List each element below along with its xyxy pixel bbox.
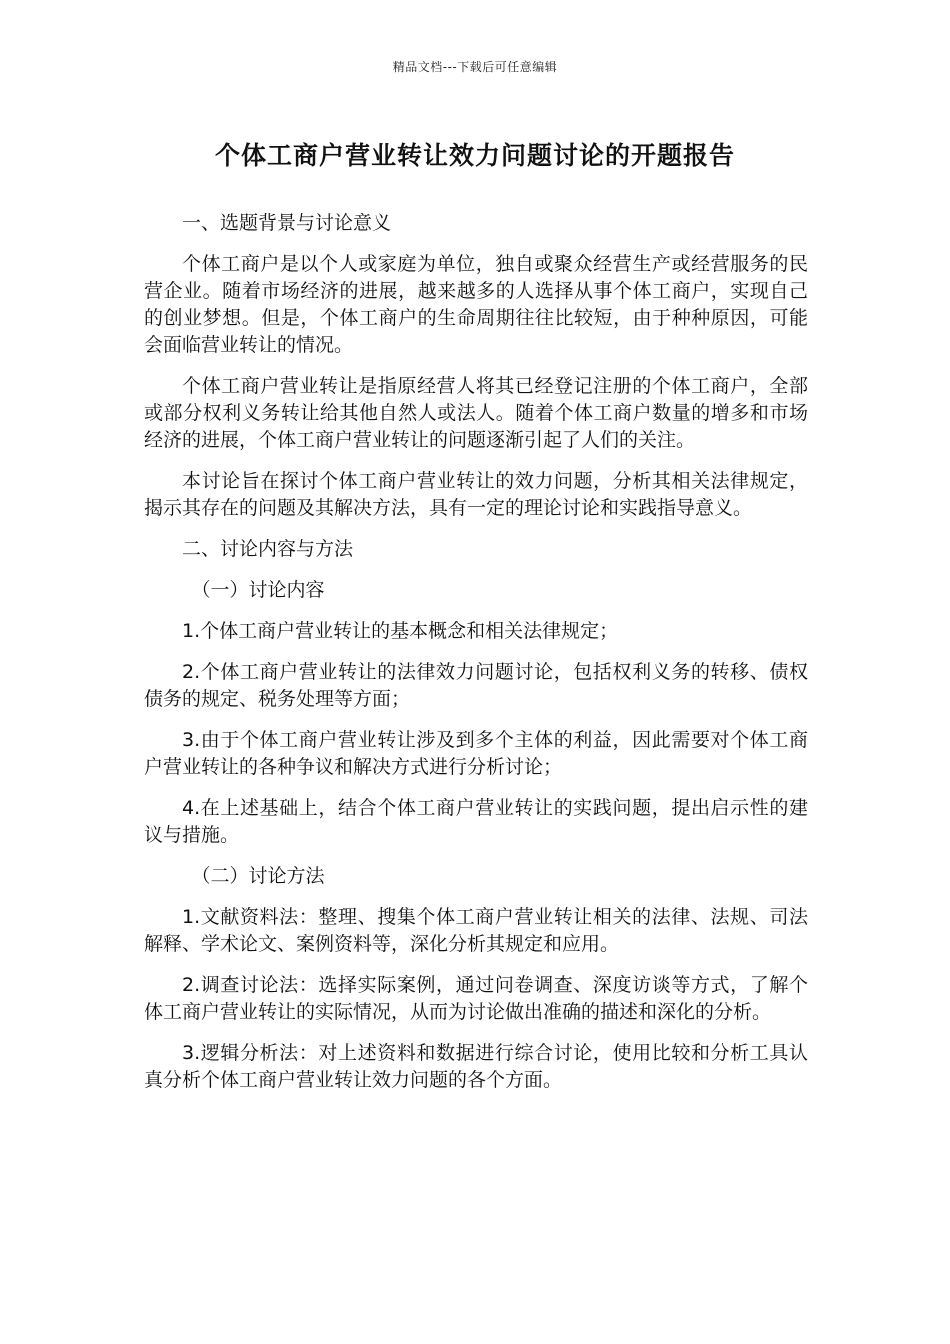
list-item: 3.逻辑分析法：对上述资料和数据进行综合讨论，使用比较和分析工具认真分析个体工商户营业转让效力问题的各个方面。 bbox=[144, 1042, 808, 1091]
document-body bbox=[144, 210, 808, 1108]
list-item: 1.文献资料法：整理、搜集个体工商户营业转让相关的法律、法规、司法解释、学术论文、案例资料等，深化分析其规定和应用。 bbox=[144, 906, 808, 955]
list-item: 1.个体工商户营业转让的基本概念和相关法律规定； bbox=[182, 620, 619, 642]
header-note: 精品文档---下载后可任意编辑 bbox=[392, 60, 558, 74]
subsection-heading-content: （一）讨论内容 bbox=[191, 579, 325, 601]
document-title: 个体工商户营业转让效力问题讨论的开题报告 bbox=[214, 141, 735, 170]
paragraph: 本讨论旨在探讨个体工商户营业转让的效力问题，分析其相关法律规定，揭示其存在的问题及其解决方法，具有一定的理论讨论和实践指导意义。 bbox=[144, 470, 808, 519]
list-item: 4.在上述基础上，结合个体工商户营业转让的实践问题，提出启示性的建议与措施。 bbox=[144, 797, 808, 846]
paragraph: 个体工商户是以个人或家庭为单位，独自或聚众经营生产或经营服务的民营企业。随着市场经济的进展，越来越多的人选择从事个体工商户，实现自己的创业梦想。但是，个体工商户的生命周期往往比较短，由于种种原因，可能会面临营业转让的情况。 bbox=[144, 253, 808, 356]
list-item: 3.由于个体工商户营业转让涉及到多个主体的利益，因此需要对个体工商户营业转让的各种争议和解决方式进行分析讨论； bbox=[144, 729, 808, 778]
section-heading-content-method: 二、讨论内容与方法 bbox=[182, 538, 354, 560]
paragraph: 个体工商户营业转让是指原经营人将其已经登记注册的个体工商户，全部或部分权利义务转让给其他自然人或法人。随着个体工商户数量的增多和市场经济的进展，个体工商户营业转让的问题逐渐引起了人们的关注。 bbox=[144, 375, 808, 451]
section-heading-background: 一、选题背景与讨论意义 bbox=[182, 212, 392, 234]
subsection-heading-method: （二）讨论方法 bbox=[191, 865, 325, 887]
list-item: 2.个体工商户营业转让的法律效力问题讨论，包括权利义务的转移、债权债务的规定、税务处理等方面； bbox=[144, 661, 808, 710]
list-item: 2.调查讨论法：选择实际案例，通过问卷调查、深度访谈等方式，了解个体工商户营业转让的实际情况，从而为讨论做出准确的描述和深化的分析。 bbox=[144, 974, 808, 1023]
